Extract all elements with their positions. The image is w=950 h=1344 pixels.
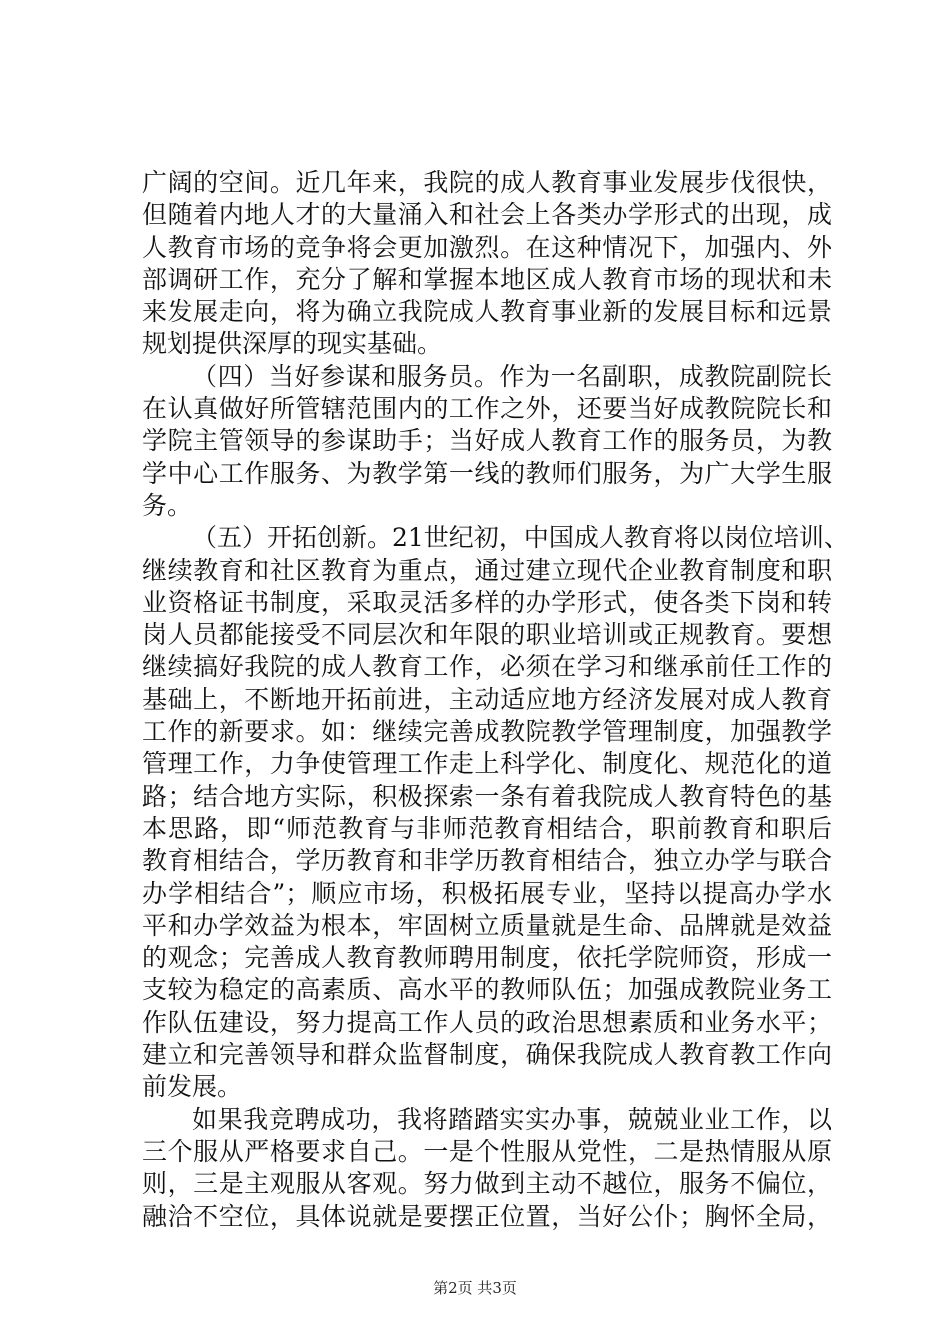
text-line: 支较为稳定的高素质、高水平的教师队伍；加强成教院业务工 <box>142 975 832 1005</box>
text-line: 本思路，即“师范教育与非师范教育相结合，职前教育和职后 <box>142 813 832 843</box>
text-line: 办学相结合”；顺应市场，积极拓展专业，坚持以提高办学水 <box>142 878 832 908</box>
text-line: 平和办学效益为根本，牢固树立质量就是生命、品牌就是效益 <box>142 910 832 940</box>
text-line: 部调研工作，充分了解和掌握本地区成人教育市场的现状和未 <box>142 264 832 294</box>
text-line: 基础上，不断地开拓前进，主动适应地方经济发展对成人教育 <box>142 684 832 714</box>
text-line: 工作的新要求。如：继续完善成教院教学管理制度，加强教学 <box>142 717 832 747</box>
text-line: 在认真做好所管辖范围内的工作之外，还要当好成教院院长和 <box>142 394 832 424</box>
text-line: 业资格证书制度，采取灵活多样的办学形式，使各类下岗和转 <box>142 587 832 617</box>
text-line: 但随着内地人才的大量涌入和社会上各类办学形式的出现，成 <box>142 200 832 230</box>
text-line: 学中心工作服务、为教学第一线的教师们服务，为广大学生服 <box>142 458 832 488</box>
text-line: 三个服从严格要求自己。一是个性服从党性，二是热情服从原 <box>142 1136 832 1166</box>
page-footer <box>0 1278 950 1298</box>
paragraph <box>142 167 832 361</box>
text-line: （四）当好参谋和服务员。作为一名副职，成教院副院长 <box>192 361 832 391</box>
text-line: 学院主管领导的参谋助手；当好成人教育工作的服务员，为教 <box>142 426 832 456</box>
text-line: 广阔的空间。近几年来，我院的成人教育事业发展步伐很快， <box>142 168 832 197</box>
paragraph <box>142 361 832 522</box>
text-line: 管理工作，力争使管理工作走上科学化、制度化、规范化的道 <box>142 749 832 779</box>
text-line: 继续教育和社区教育为重点，通过建立现代企业教育制度和职 <box>142 555 832 585</box>
text-line: 前发展。 <box>142 1072 243 1102</box>
text-line: 融洽不空位，具体说就是要摆正位置，当好公仆；胸怀全局， <box>142 1201 832 1231</box>
text-line: 岗人员都能接受不同层次和年限的职业培训或正规教育。要想 <box>142 620 832 650</box>
text-line: 务。 <box>142 490 193 520</box>
text-line: 来发展走向，将为确立我院成人教育事业新的发展目标和远景 <box>142 297 832 327</box>
text-line: 则，三是主观服从客观。努力做到主动不越位，服务不偏位， <box>142 1169 832 1199</box>
text-line: 人教育市场的竞争将会更加激烈。在这种情况下，加强内、外 <box>142 232 832 262</box>
document-body <box>142 167 849 1233</box>
text-line: 继续搞好我院的成人教育工作，必须在学习和继承前任工作的 <box>142 652 832 682</box>
text-line: 路；结合地方实际，积极探索一条有着我院成人教育特色的基 <box>142 781 832 811</box>
text-line: 的观念；完善成人教育教师聘用制度，依托学院师资，形成一 <box>142 943 832 973</box>
paragraph <box>142 522 849 1103</box>
text-line: 如果我竞聘成功，我将踏踏实实办事，兢兢业业工作，以 <box>192 1104 832 1134</box>
text-line: 教育相结合，学历教育和非学历教育相结合，独立办学与联合 <box>142 846 832 876</box>
paragraph <box>142 1104 832 1233</box>
text-line: 作队伍建设，努力提高工作人员的政治思想素质和业务水平； <box>142 1007 832 1037</box>
page-number-label: 第2页 共3页 <box>433 1279 517 1297</box>
text-line: 建立和完善领导和群众监督制度，确保我院成人教育教工作向 <box>142 1040 832 1070</box>
text-line: 规划提供深厚的现实基础。 <box>142 329 443 359</box>
text-line: （五）开拓创新。21世纪初，中国成人教育将以岗位培训、 <box>192 523 849 553</box>
